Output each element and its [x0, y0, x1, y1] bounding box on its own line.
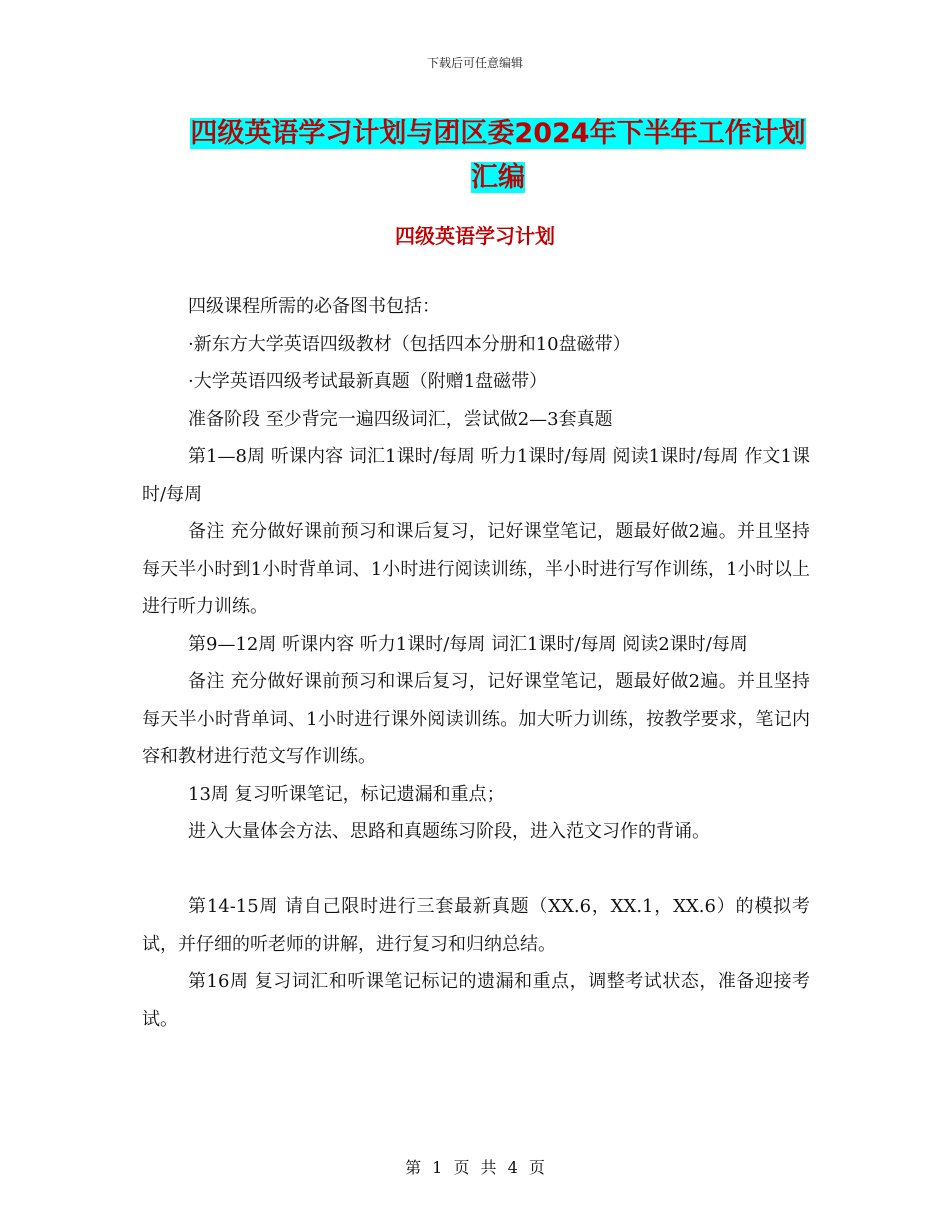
body-paragraph: 备注 充分做好课前预习和课后复习，记好课堂笔记，题最好做2遍。并且坚持每天半小时背单词、1小时进行课外阅读训练。加大听力训练，按教学要求，笔记内容和教材进行范文写作训练。 [142, 671, 810, 767]
body-paragraph: ·大学英语四级考试最新真题（附赠1盘磁带） [188, 371, 548, 392]
body-paragraph: 13周 复习听课笔记，标记遗漏和重点； [188, 783, 505, 805]
body-paragraph: 进入大量体会方法、思路和真题练习阶段，进入范文习作的背诵。 [188, 821, 710, 842]
body-paragraph: 准备阶段 至少背完一遍四级词汇，尝试做2—3套真题 [188, 408, 613, 430]
body-paragraph: 第1—8周 听课内容 词汇1课时/每周 听力1课时/每周 阅读1课时/每周 作文1课时/每周 [142, 446, 810, 505]
document-title-text: 四级英语学习计划与团区委2024年下半年工作计划汇编 [190, 118, 806, 193]
page-number-footer: 第 1 页 共 4 页 [405, 1158, 545, 1177]
document-body [142, 288, 810, 1038]
body-paragraph: 第14-15周 请自己限时进行三套最新真题（XX.6，XX.1，XX.6）的模拟考试，并仔细的听老师的讲解，进行复习和归纳总结。 [142, 896, 810, 955]
page-header-note: 下载后可任意编辑 [426, 56, 523, 70]
body-paragraph: 四级课程所需的必备图书包括： [188, 296, 440, 317]
body-paragraph: ·新东方大学英语四级教材（包括四本分册和10盘磁带） [188, 333, 631, 355]
body-paragraph: 第9—12周 听课内容 听力1课时/每周 词汇1课时/每周 阅读2课时/每周 [188, 633, 748, 655]
section-title: 四级英语学习计划 [395, 224, 555, 248]
body-paragraph: 备注 充分做好课前预习和课后复习，记好课堂笔记，题最好做2遍。并且坚持每天半小时到1小时背单词、1小时进行阅读训练，半小时进行写作训练，1小时以上进行听力训练。 [142, 521, 810, 617]
document-title [186, 112, 810, 200]
body-paragraph: 第16周 复习词汇和听课笔记标记的遗漏和重点，调整考试状态，准备迎接考试。 [142, 971, 810, 1030]
blank-line [142, 851, 810, 889]
